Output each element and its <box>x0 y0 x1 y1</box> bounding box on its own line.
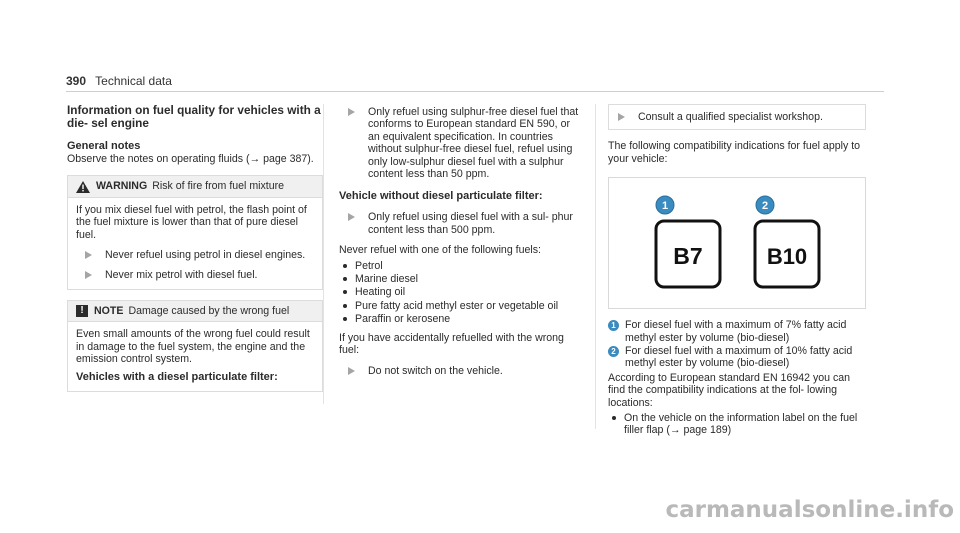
general-notes-heading: General notes <box>67 140 141 152</box>
legend-item-1 <box>608 319 866 344</box>
consult-step-text: Consult a qualified specialist workshop. <box>638 111 823 123</box>
list-item <box>339 260 581 272</box>
step-arrow-icon <box>348 213 355 221</box>
exclamation-icon: ! <box>76 305 88 317</box>
warning-text: If you mix diesel fuel with petrol, the flash point of the fuel mixture is lower than that of pure diesel fuel. <box>76 203 307 241</box>
column-3 <box>608 104 866 438</box>
location-list <box>608 412 866 437</box>
warning-body <box>68 198 322 289</box>
no-dpf-step-text: Only refuel using diesel fuel with a sul- phur content less than 500 ppm. <box>368 211 573 236</box>
accident-step-text: Do not switch on the vehicle. <box>368 364 503 377</box>
callout-1-icon <box>656 196 674 214</box>
step-arrow-icon <box>85 251 92 259</box>
no-dpf-subheading: Vehicle without diesel particulate filter: <box>339 190 543 203</box>
note-header <box>68 301 322 322</box>
accident-text: If you have accidentally refuelled with the wrong fuel: <box>339 331 564 357</box>
legend-item-2 <box>608 345 866 370</box>
fuel-item-text: Pure fatty acid methyl ester or vegetable oil <box>355 299 559 312</box>
note-title: Damage caused by the wrong fuel <box>128 304 290 317</box>
legend-text-2: For diesel fuel with a maximum of 10% fatty acid methyl ester by volume (bio-diesel) <box>625 345 853 370</box>
fuel-list <box>339 260 581 326</box>
page-header <box>66 74 172 88</box>
fuel-compatibility-figure <box>608 177 866 309</box>
header-rule <box>66 91 884 92</box>
callout-2-icon <box>756 196 774 214</box>
warning-step-text: Never mix petrol with diesel fuel. <box>105 269 258 282</box>
b7-label: B7 <box>673 243 703 270</box>
note-label: NOTE <box>94 304 124 317</box>
column-divider-right <box>595 104 596 429</box>
location-text: On the vehicle on the information label on the fuel filler flap (→ page 189) <box>624 412 858 437</box>
section-title: Technical data <box>95 74 172 88</box>
warning-step <box>76 249 314 261</box>
dpf-step <box>339 106 581 180</box>
list-item <box>339 300 581 312</box>
list-item <box>339 313 581 325</box>
bullet-icon <box>343 264 347 268</box>
note-text: Even small amounts of the wrong fuel could result in damage to the fuel system, the engine and the emission control system. <box>76 328 310 366</box>
callout-2-number: 2 <box>761 200 769 213</box>
standard-text: According to European standard EN 16942 you can find the compatibility indications at the fol- lowing locations: <box>608 371 851 409</box>
section-heading: Information on fuel quality for vehicles with a die- sel engine <box>67 103 321 130</box>
note-box <box>67 300 323 393</box>
note-body <box>68 322 322 391</box>
warning-step-text: Never refuel using petrol in diesel engines. <box>105 249 306 262</box>
fuel-item-text: Heating oil <box>355 286 406 299</box>
compatibility-intro: The following compatibility indications for fuel apply to your vehicle: <box>608 140 861 165</box>
list-item <box>339 286 581 298</box>
dpf-subheading: Vehicles with a diesel particulate filter: <box>76 371 278 384</box>
legend-text-1: For diesel fuel with a maximum of 7% fatty acid methyl ester by volume (bio-diesel) <box>625 319 847 344</box>
warning-step <box>76 269 314 281</box>
legend-number-2: 2 <box>608 346 619 357</box>
bullet-icon <box>612 416 616 420</box>
fuel-item-text: Paraffin or kerosene <box>355 313 451 326</box>
list-item <box>608 412 866 437</box>
fuel-label-illustration <box>609 178 865 308</box>
step-arrow-icon <box>348 367 355 375</box>
legend-number-1: 1 <box>608 320 619 331</box>
warning-triangle-icon <box>76 181 90 193</box>
consult-box <box>608 104 866 130</box>
step-arrow-icon <box>618 113 625 121</box>
warning-label: WARNING <box>96 180 148 193</box>
page-number: 390 <box>66 74 87 88</box>
column-divider-left <box>323 104 324 404</box>
warning-box <box>67 175 323 289</box>
bullet-icon <box>343 317 347 321</box>
callout-1-number: 1 <box>661 200 669 213</box>
list-item <box>339 273 581 285</box>
column-1 <box>67 104 323 392</box>
warning-header <box>68 176 322 197</box>
fuel-item-text: Petrol <box>355 259 383 272</box>
watermark: carmanualsonline.info <box>665 497 954 523</box>
step-arrow-icon <box>348 108 355 116</box>
accident-step <box>339 365 581 377</box>
bullet-icon <box>343 304 347 308</box>
general-notes-text: Observe the notes on operating fluids (→ page 387). <box>67 153 314 165</box>
fuel-item-text: Marine diesel <box>355 273 419 286</box>
column-2 <box>339 104 581 377</box>
never-refuel-text: Never refuel with one of the following fuels: <box>339 244 541 257</box>
warning-title: Risk of fire from fuel mixture <box>152 180 285 193</box>
bullet-icon <box>343 277 347 281</box>
b10-label: B10 <box>766 244 808 270</box>
bullet-icon <box>343 290 347 294</box>
dpf-step-text: Only refuel using sulphur-free diesel fuel that conforms to European standard EN 590, or an equivalent specification. In countries without sulphur-free diesel fuel, refuel using only low-sulphur diesel fuel with a sulphur content less than 50 ppm. <box>368 106 579 181</box>
consult-step <box>609 111 865 123</box>
step-arrow-icon <box>85 271 92 279</box>
no-dpf-step <box>339 211 581 236</box>
